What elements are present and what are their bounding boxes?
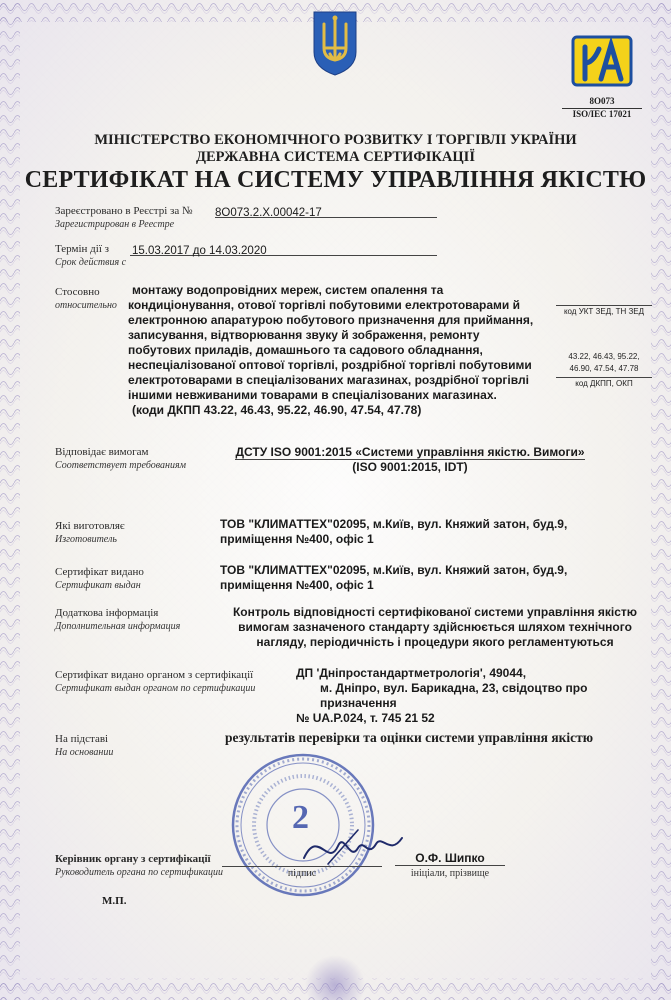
trident-emblem [310, 8, 360, 78]
scope-line: побутових приладів, домашнього та садового обладнання, [128, 343, 483, 357]
issuer-text [296, 666, 656, 726]
logo-code: 8О073 [589, 96, 615, 106]
side-code-line: 43.22, 46.43, 95.22, [568, 352, 640, 361]
signatory-label-ru: Руководитель органа по сертификации [55, 867, 224, 878]
additional-info-line: вимогам зазначеного стандарту здійснюється шляхом технічного [238, 620, 632, 634]
side-label-dkpp: код ДКПП, ОКП [556, 377, 652, 389]
conformity-label-ru: Соответствует требованиям [55, 460, 186, 471]
certification-mark-logo [571, 35, 633, 87]
side-label-ukt-zed: код УКТ ЗЕД, ТН ЗЕД [556, 305, 652, 317]
validity-field [130, 241, 437, 256]
conformity-label: Відповідає вимогам [55, 446, 149, 458]
issued-to-text [220, 563, 640, 593]
signatory-name-field [395, 849, 505, 866]
basis-label: На підставі [55, 733, 109, 745]
logo-standard: ISO/IEC 17021 [562, 108, 642, 120]
validity-value: 15.03.2017 до 14.03.2020 [132, 245, 267, 257]
signature-caption: підпис [287, 868, 317, 879]
seal-place-label: М.П. [102, 895, 127, 907]
manufacturer-line: приміщення №400, офіс 1 [220, 532, 374, 546]
manufacturer-text [220, 517, 640, 547]
registry-label: Зареєстровано в Реєстрі за № [55, 205, 193, 217]
scope-line: (коди ДКПП 43.22, 46.43, 95.22, 46.90, 47.54, 47.78) [132, 403, 422, 417]
issued-to-line: ТОВ "КЛИМАТТЕХ"02095, м.Київ, вул. Княжий затон, буд.9, [220, 563, 568, 577]
issuer-label: Сертифікат видано органом з сертифікації [55, 669, 254, 681]
manufacturer-line: ТОВ "КЛИМАТТЕХ"02095, м.Київ, вул. Княжий затон, буд.9, [220, 517, 568, 531]
scope-line: монтажу водопровідних мереж, систем опалення та [132, 283, 444, 297]
issuer-label-ru: Сертификат выдан органом по сертификации [55, 683, 256, 694]
signatory-name: О.Ф. Шипко [415, 851, 485, 865]
signatory-label: Керівник органу з сертифікації [55, 853, 211, 865]
scope-line: електронною апаратурою побутового призначення для приймання, [128, 313, 534, 327]
stamp-number: 2 [292, 799, 309, 836]
basis-value: результатів перевірки та оцінки системи управління якістю [225, 730, 594, 745]
conformity-standard-field [235, 443, 585, 460]
scope-line: кондиціонування, отової торгівлі побутовими електротоварами й [128, 298, 521, 312]
scope-label-ru: относительно [55, 300, 117, 311]
scope-text [128, 283, 548, 418]
issued-to-label-ru: Сертификат выдан [55, 580, 141, 591]
signature-line [222, 865, 382, 867]
additional-info-label-ru: Дополнительная информация [55, 621, 181, 632]
certificate-title: СЕРТИФІКАТ НА СИСТЕМУ УПРАВЛІННЯ ЯКІСТЮ [24, 167, 647, 193]
validity-label-ru: Срок действия с [55, 257, 127, 268]
ministry-title: МІНІСТЕРСТВО ЕКОНОМІЧНОГО РОЗВИТКУ І ТОРГІВЛІ УКРАЇНИ [94, 132, 577, 148]
issued-to-line: приміщення №400, офіс 1 [220, 578, 374, 592]
issued-to-label: Сертифікат видано [55, 566, 144, 578]
side-code-line: 46.90, 47.54, 47.78 [569, 364, 639, 373]
conformity-standard: ДСТУ ISO 9001:2015 «Системи управління якістю. Вимоги» [235, 445, 585, 459]
signatory-name-caption: ініціали, прізвище [410, 868, 490, 879]
issuer-line: № UA.P.024, т. 745 21 52 [296, 711, 435, 725]
registry-label-ru: Зарегистрирован в Реестре [55, 219, 175, 230]
conformity-standard-ref: (ISO 9001:2015, IDT) [352, 460, 468, 474]
validity-label: Термін дії з [55, 243, 109, 255]
system-title: ДЕРЖАВНА СИСТЕМА СЕРТИФІКАЦІЇ [196, 149, 475, 165]
registry-number: 8О073.2.Х.00042-17 [215, 207, 322, 219]
additional-info-line: нагляду, періодичність і процедури якого регламентуються [256, 635, 614, 649]
registry-number-field [215, 203, 437, 218]
scope-line: записування, відтворювання звуку й зображення, ремонту [128, 328, 480, 342]
issuer-line: м. Дніпро, вул. Барикадна, 23, свідоцтво про призначення [320, 681, 588, 710]
basis-label-ru: На основании [55, 747, 114, 758]
scope-line: неспеціалізованої оптової торгівлі, роздрібної торгівлі побутовими [128, 358, 532, 372]
additional-info-text [215, 605, 655, 650]
scope-label: Стосовно [55, 286, 100, 298]
manufacturer-label: Які виготовляє [55, 520, 125, 532]
manufacturer-label-ru: Изготовитель [55, 534, 117, 545]
scope-line: електротоварами в спеціалізованих магазинах, роздрібної торгівлі [128, 373, 529, 387]
scope-line: іншими невживаними товарами в спеціалізованих магазинах. [128, 388, 497, 402]
additional-info-line: Контроль відповідності сертифікованої системи управління якістю [232, 605, 638, 619]
additional-info-label: Додаткова інформація [55, 607, 159, 619]
issuer-line: ДП 'Дніпростандартметрологія', 49044, [296, 666, 527, 680]
